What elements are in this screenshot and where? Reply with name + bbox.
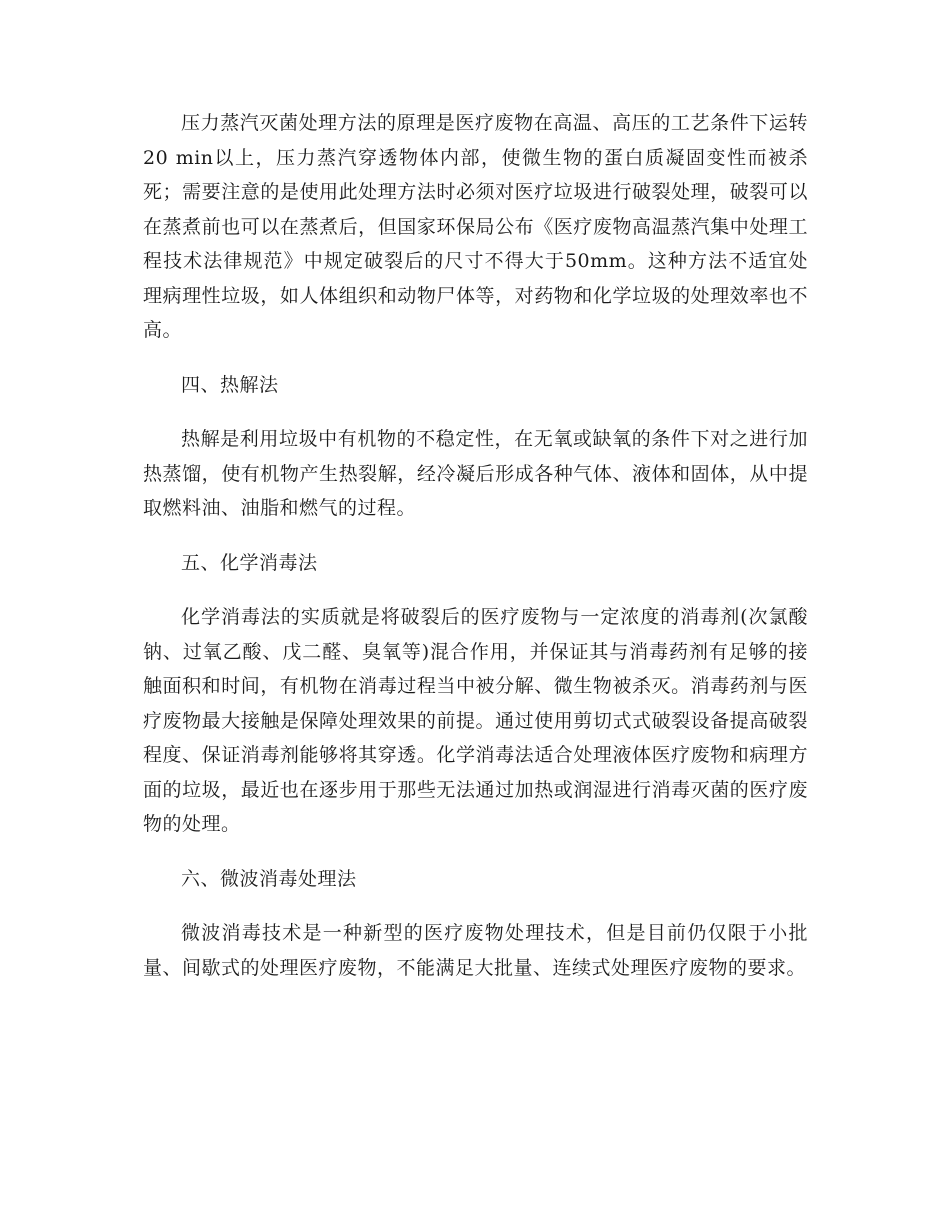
spacer: [143, 348, 808, 368]
paragraph-pressure-steam: 压力蒸汽灭菌处理方法的原理是医疗废物在高温、高压的工艺条件下运转20 min以上，压力蒸汽穿透物体内部，使微生物的蛋白质凝固变性而被杀死；需要注意的是使用此处理方法时必须对医疗垃圾进行破裂处理，破裂可以在蒸煮前也可以在蒸煮后，但国家环保局公布《医疗废物高温蒸汽集中处理工程技术法律规范》中规定破裂后的尺寸不得大于50mm。这种方法不适宜处理病理性垃圾，如人体组织和动物尸体等，对药物和化学垃圾的处理效率也不高。: [143, 112, 808, 341]
spacer: [143, 526, 808, 546]
spacer: [143, 580, 808, 600]
spacer: [143, 842, 808, 862]
document-page: [143, 106, 808, 985]
heading-pyrolysis: 四、热解法: [181, 373, 279, 396]
paragraph-chemical-disinfection: 化学消毒法的实质就是将破裂后的医疗废物与一定浓度的消毒剂(次氯酸钠、过氧乙酸、戊二醛、臭氧等)混合作用，并保证其与消毒药剂有足够的接触面积和时间，有机物在消毒过程当中被分解、微生物被杀灭。消毒药剂与医疗废物最大接触是保障处理效果的前提。通过使用剪切式式破裂设备提高破裂程度、保证消毒剂能够将其穿透。化学消毒法适合处理液体医疗废物和病理方面的垃圾，最近也在逐步用于那些无法通过加热或润湿进行消毒灭菌的医疗废物的处理。: [143, 606, 808, 835]
paragraph-microwave-disinfection: 微波消毒技术是一种新型的医疗废物处理技术，但是目前仍仅限于小批量、间歇式的处理医疗废物，不能满足大批量、连续式处理医疗废物的要求。: [143, 922, 808, 979]
heading-chemical-disinfection: 五、化学消毒法: [181, 551, 318, 574]
spacer: [143, 896, 808, 916]
paragraph-pyrolysis: 热解是利用垃圾中有机物的不稳定性，在无氧或缺氧的条件下对之进行加热蒸馏，使有机物产生热裂解，经冷凝后形成各种气体、液体和固体，从中提取燃料油、油脂和燃气的过程。: [143, 428, 808, 519]
spacer: [143, 402, 808, 422]
heading-microwave-disinfection: 六、微波消毒处理法: [181, 867, 357, 890]
